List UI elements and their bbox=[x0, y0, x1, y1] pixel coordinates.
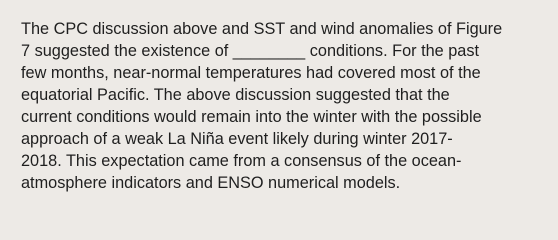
question-line: current conditions would remain into the winter with the possible bbox=[21, 108, 482, 126]
question-line: equatorial Pacific. The above discussion suggested that the bbox=[21, 86, 450, 104]
question-text bbox=[21, 18, 540, 194]
question-line: The CPC discussion above and SST and wind anomalies of Figure bbox=[21, 20, 503, 38]
question-line: approach of a weak La Niña event likely during winter 2017- bbox=[21, 130, 453, 148]
question-line: 7 suggested the existence of ________ conditions. For the past bbox=[21, 42, 479, 60]
question-line: few months, near-normal temperatures had covered most of the bbox=[21, 64, 481, 82]
question-line: 2018. This expectation came from a consensus of the ocean- bbox=[21, 152, 462, 170]
question-line: atmosphere indicators and ENSO numerical models. bbox=[21, 174, 401, 192]
